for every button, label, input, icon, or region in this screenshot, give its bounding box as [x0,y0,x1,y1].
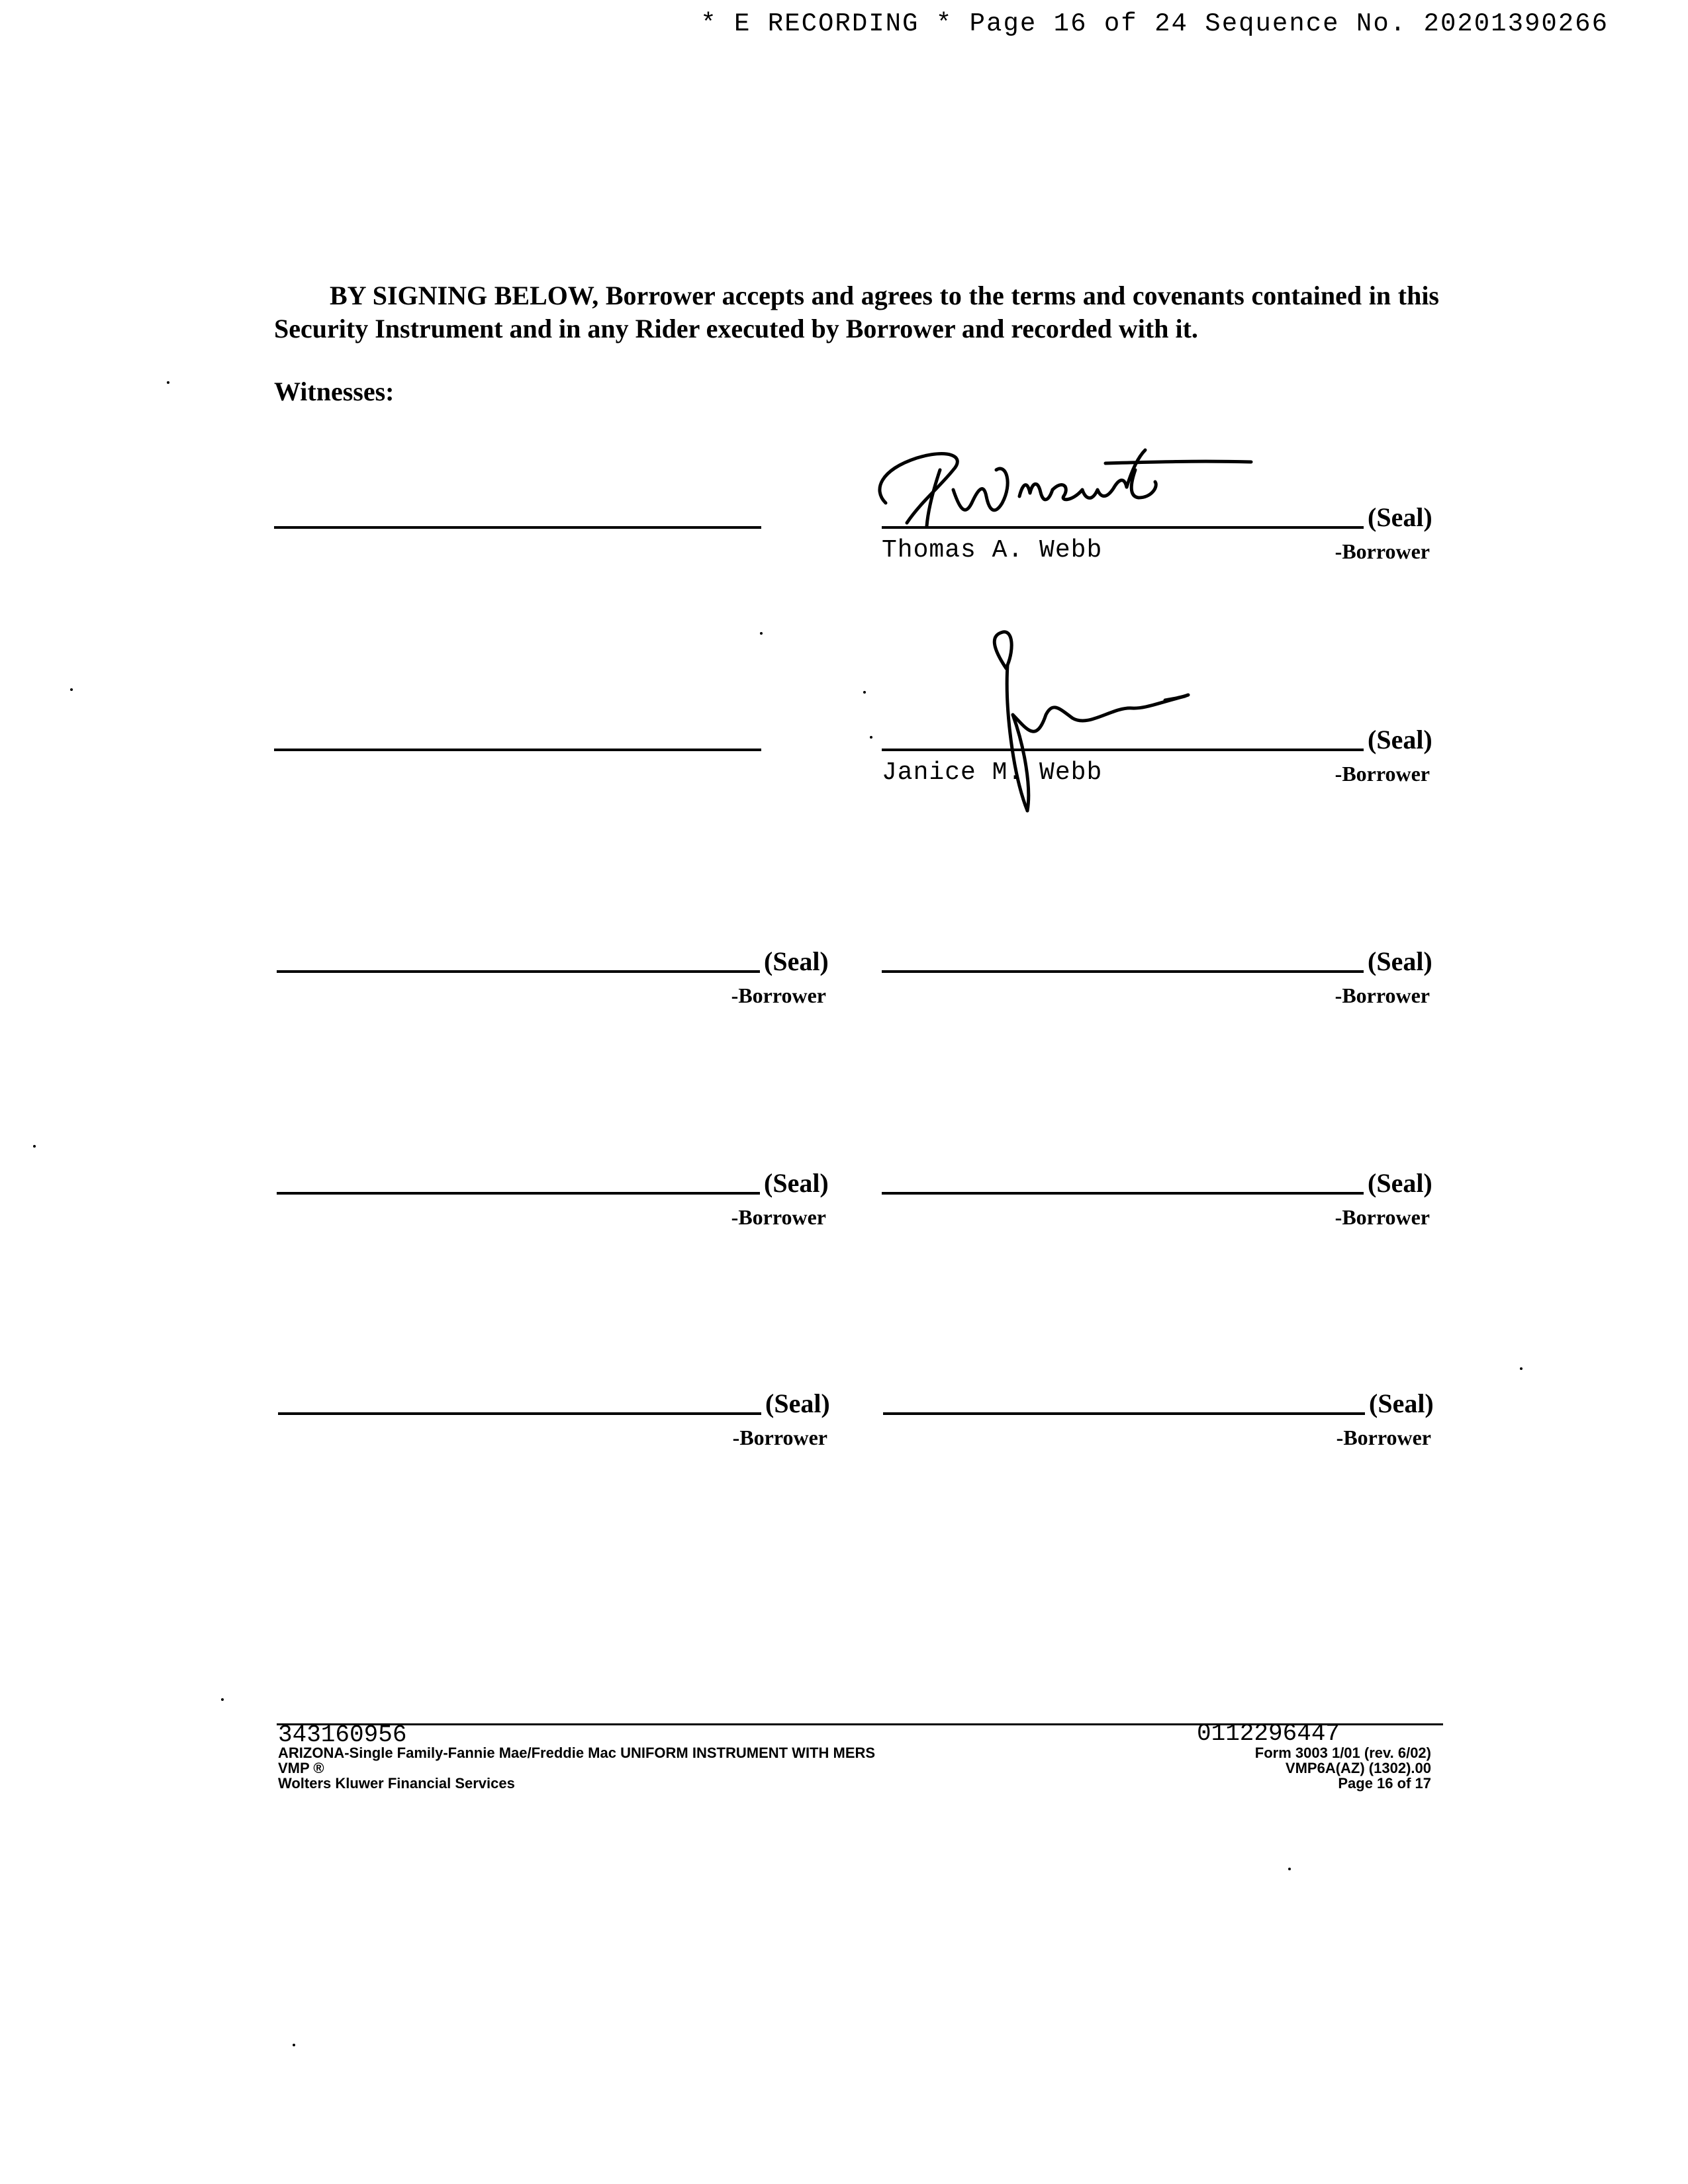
borrower-4-signature-line [882,970,1364,973]
borrower-7-role-label: -Borrower [732,1426,827,1449]
borrower-8-signature-line [883,1412,1365,1415]
borrower-6-signature-line [882,1192,1364,1195]
borrower-6-seal-label: (Seal) [1368,1168,1432,1198]
borrower-2-seal-label: (Seal) [1368,725,1432,754]
scan-speck [70,688,73,691]
witness-signature-line-2 [274,749,761,751]
witnesses-label: Witnesses: [274,377,395,406]
scan-speck [293,2044,295,2046]
page-number: Page 16 of 17 [1338,1775,1431,1792]
borrower-4-role-label: -Borrower [1335,983,1430,1007]
borrower-3-signature-line [277,970,760,973]
borrower-6-role-label: -Borrower [1335,1205,1430,1229]
scan-speck [33,1145,36,1148]
vmp-mark: VMP ® [278,1760,324,1776]
loan-number-right: 0112296447 [1197,1720,1340,1747]
borrower-8-seal-label: (Seal) [1369,1388,1434,1418]
borrower-1-role-label: -Borrower [1335,539,1430,563]
scan-speck [863,691,866,694]
borrower-2-handwritten-signature [966,629,1205,821]
borrower-5-signature-line [277,1192,760,1195]
recording-header: * E RECORDING * Page 16 of 24 Sequence No. 20201390266 [700,9,1609,38]
borrower-5-role-label: -Borrower [731,1205,826,1229]
borrower-1-seal-label: (Seal) [1368,502,1432,532]
form-title: ARIZONA-Single Family-Fannie Mae/Freddie Mac UNIFORM INSTRUMENT WITH MERS [278,1745,876,1761]
scan-speck [870,736,872,739]
signing-statement [274,279,1439,345]
borrower-1-handwritten-signature [854,424,1264,536]
form-number: Form 3003 1/01 (rev. 6/02) [1254,1745,1431,1761]
loan-number-left: 343160956 [278,1721,407,1749]
scan-speck [167,381,169,384]
scan-speck [1520,1367,1523,1370]
borrower-7-signature-line [278,1412,761,1415]
borrower-3-role-label: -Borrower [731,983,826,1007]
borrower-2-typed-name: Janice M. Webb [882,758,1103,787]
witness-signature-line-1 [274,526,761,529]
signing-statement-text: BY SIGNING BELOW, Borrower accepts and agrees to the terms and covenants contained in this Security Instrument and in any Rider executed by Borrower and recorded with it. [274,281,1439,343]
borrower-7-seal-label: (Seal) [765,1388,830,1418]
scan-speck [1288,1868,1291,1870]
scan-speck [221,1698,224,1701]
borrower-5-seal-label: (Seal) [764,1168,829,1198]
form-code: VMP6A(AZ) (1302).00 [1285,1760,1431,1776]
publisher-name: Wolters Kluwer Financial Services [278,1775,515,1792]
scan-speck [760,632,763,635]
borrower-2-role-label: -Borrower [1335,762,1430,786]
borrower-4-seal-label: (Seal) [1368,946,1432,976]
borrower-3-seal-label: (Seal) [764,946,829,976]
borrower-8-role-label: -Borrower [1336,1426,1431,1449]
borrower-1-typed-name: Thomas A. Webb [882,536,1103,565]
